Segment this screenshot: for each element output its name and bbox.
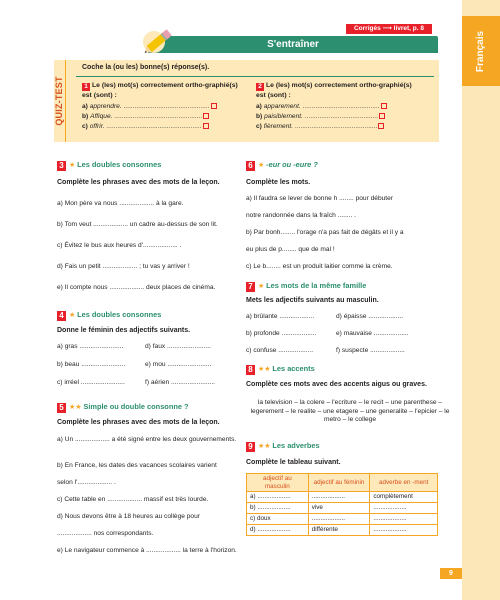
exercise-line[interactable]: b) beau ........................ [57,361,126,368]
exercise-number: 3 [57,161,66,171]
column-header: adjectif au féminin [308,474,370,492]
exercise-title: Les doubles consonnes [77,160,162,169]
column-header: adjectif au masculin [247,474,309,492]
table-cell[interactable]: vive [308,503,370,514]
difficulty-stars: ★ [258,283,265,290]
exercise-7-heading [246,281,366,292]
checkbox[interactable] [203,123,209,129]
difficulty-stars: ★ [69,162,76,169]
exercise-title: Les doubles consonnes [77,310,162,319]
quiz-option[interactable]: b) paisiblement. ........................................ [256,112,420,122]
checkbox[interactable] [378,123,384,129]
exercise-line[interactable]: f) suspecte ................... [336,347,405,354]
table-cell[interactable]: ................... [370,525,438,536]
exercise-line[interactable]: notre randonnée dans la fraîch ........ . [246,212,356,219]
quiz-option[interactable]: b) Affique. ................................................ [82,112,246,122]
exercise-line[interactable]: c) irréel ........................ [57,379,125,386]
exercise-line[interactable]: d) épaisse ................... [336,313,404,320]
exercise-line[interactable]: d) faux ........................ [145,343,211,350]
table-row [247,503,438,514]
table-cell[interactable]: ................... [308,492,370,503]
exercise-line[interactable]: e) mou ........................ [145,361,212,368]
exercise-line[interactable]: c) Le b........ est un produit laitier comme la crème. [246,263,393,270]
exercise-line[interactable]: c) Cette table en ................... massif est très lourde. [57,496,209,503]
question-number: 1 [82,83,90,91]
exercise-line[interactable]: b) profonde ................... [246,330,317,337]
difficulty-stars: ★ [69,312,76,319]
quiz-question-2: 2 Le (les) mot(s) correctement ortho-graphié(s) est (sont) : a) apparement. .......................................... b) paisiblement. ........................................ c) fièrement. ............................................. [256,81,420,132]
table-cell[interactable]: d) ................... [247,525,309,536]
quiz-option[interactable]: c) offrir. .................................................... [82,122,246,132]
adverb-table [246,473,438,536]
exercise-line[interactable]: a) Un ................... a été signé entre les deux gouvernements. [57,436,237,443]
exercise-number: 6 [246,161,255,171]
exercise-title: Les mots de la même famille [266,281,367,290]
exercise-title: Simple ou double consonne ? [83,402,189,411]
exercise-line[interactable]: b) Par bonh........ l'orage n'a pas fait de dégâts et il y a [246,229,404,236]
exercise-number: 5 [57,403,66,413]
table-cell[interactable]: ................... [370,503,438,514]
exercise-title: Les adverbes [272,441,320,450]
exercise-line[interactable]: d) Fais un petit ................... ; tu vas y arriver ! [57,263,190,270]
exercise-line[interactable]: a) Mon père va nous ................... à la gare. [57,200,184,207]
exercise-line[interactable]: e) Il compte nous ................... deux places de cinéma. [57,284,216,291]
exercise-line[interactable]: c) confuse ................... [246,347,314,354]
table-row [247,492,438,503]
table-row [247,514,438,525]
exercise-instruction: Donne le féminin des adjectifs suivants. [57,327,191,334]
checkbox[interactable] [381,103,387,109]
table-cell[interactable]: complètement [370,492,438,503]
exercise-instruction: Complète ces mots avec des accents aigus ou graves. [246,381,427,388]
side-band [462,0,500,600]
exercise-instruction: Complète les phrases avec des mots de la leçon. [57,419,220,426]
exercise-9-heading [246,441,320,452]
difficulty-stars: ★★ [69,404,82,411]
exercise-instruction: Mets les adjectifs suivants au masculin. [246,297,379,304]
quiz-option[interactable]: a) apparement. .......................................... [256,102,420,112]
page-number: 9 [440,568,462,579]
quiz-option[interactable]: a) apprendre. ............................................... [82,102,246,112]
checkbox[interactable] [211,103,217,109]
table-cell[interactable]: c) doux [247,514,309,525]
exercise-line[interactable]: eu plus de p........ que de mal ! [246,246,335,253]
quiz-option[interactable]: c) fièrement. ............................................. [256,122,420,132]
checkbox[interactable] [203,113,209,119]
corriges-badge: Corrigés ⟶ livret, p. 8 [346,24,432,34]
exercise-title: Les accents [272,364,315,373]
quiz-question-1: 1 Le (les) mot(s) correctement ortho-graphié(s) est (sont) : a) apprendre. ............................................... b) Affique. ................................................ c) offrir. .................................................... [82,81,246,132]
difficulty-stars: ★ [258,162,265,169]
page-title: S'entraîner [148,36,438,53]
pencil-icon [140,20,180,60]
exercise-line[interactable]: e) mauvaise ................... [336,330,409,337]
divider [76,76,434,77]
exercise-line[interactable]: a) gras ........................ [57,343,124,350]
exercise-number: 4 [57,311,66,321]
table-cell[interactable]: ................... [308,514,370,525]
exercise-number: 8 [246,365,255,375]
exercise-instruction: Complète les phrases avec des mots de la leçon. [57,179,220,186]
table-cell[interactable]: a) ................... [247,492,309,503]
quiz-label: QUIZ-TEST [54,60,66,142]
exercise-words[interactable]: la television – la colere – l'ecriture – le recit – une parenthese – legerement – le realite – une etagere – une generalite – l'epicier – le metro – le college [250,399,450,424]
exercise-line[interactable]: ................... nos correspondants. [57,530,154,537]
table-cell[interactable]: b) ................... [247,503,309,514]
question-number: 2 [256,83,264,91]
exercise-line[interactable]: a) brûlante ................... [246,313,315,320]
exercise-8-heading [246,364,315,375]
exercise-number: 7 [246,282,255,292]
exercise-3-heading [57,160,161,171]
exercise-4-heading [57,310,161,321]
exercise-number: 9 [246,442,255,452]
column-header: adverbe en -ment [370,474,438,492]
exercise-line[interactable]: a) Il faudra se lever de bonne h ........ pour débuter [246,195,393,202]
exercise-line[interactable]: b) En France, les dates des vacances scolaires varient [57,462,217,469]
exercise-line[interactable]: b) Tom veut ................... un cadre au-dessus de son lit. [57,221,218,228]
checkbox[interactable] [379,113,385,119]
exercise-instruction: Complète le tableau suivant. [246,459,341,466]
difficulty-stars: ★★ [258,443,271,450]
quiz-instruction: Coche la (ou les) bonne(s) réponse(s). [82,64,210,71]
exercise-instruction: Complète les mots. [246,179,311,186]
exercise-line[interactable]: d) Nous devons être à 18 heures au collège pour [57,513,200,520]
table-header-row [247,474,438,492]
exercise-line[interactable]: selon l'................... . [57,479,116,486]
exercise-line[interactable]: f) aérien ........................ [145,379,215,386]
subject-tab: Français [462,16,500,86]
table-row [247,525,438,536]
exercise-title: -eur ou -eure ? [266,160,318,169]
table-cell[interactable]: différente [308,525,370,536]
exercise-line[interactable]: c) Évitez le bus aux heures d'................... . [57,242,182,249]
exercise-5-heading [57,402,189,413]
difficulty-stars: ★★ [258,366,271,373]
table-cell[interactable]: ................... [370,514,438,525]
exercise-6-heading [246,160,318,171]
exercise-line[interactable]: e) Le navigateur commence à ................... la terre à l'horizon. [57,547,237,554]
